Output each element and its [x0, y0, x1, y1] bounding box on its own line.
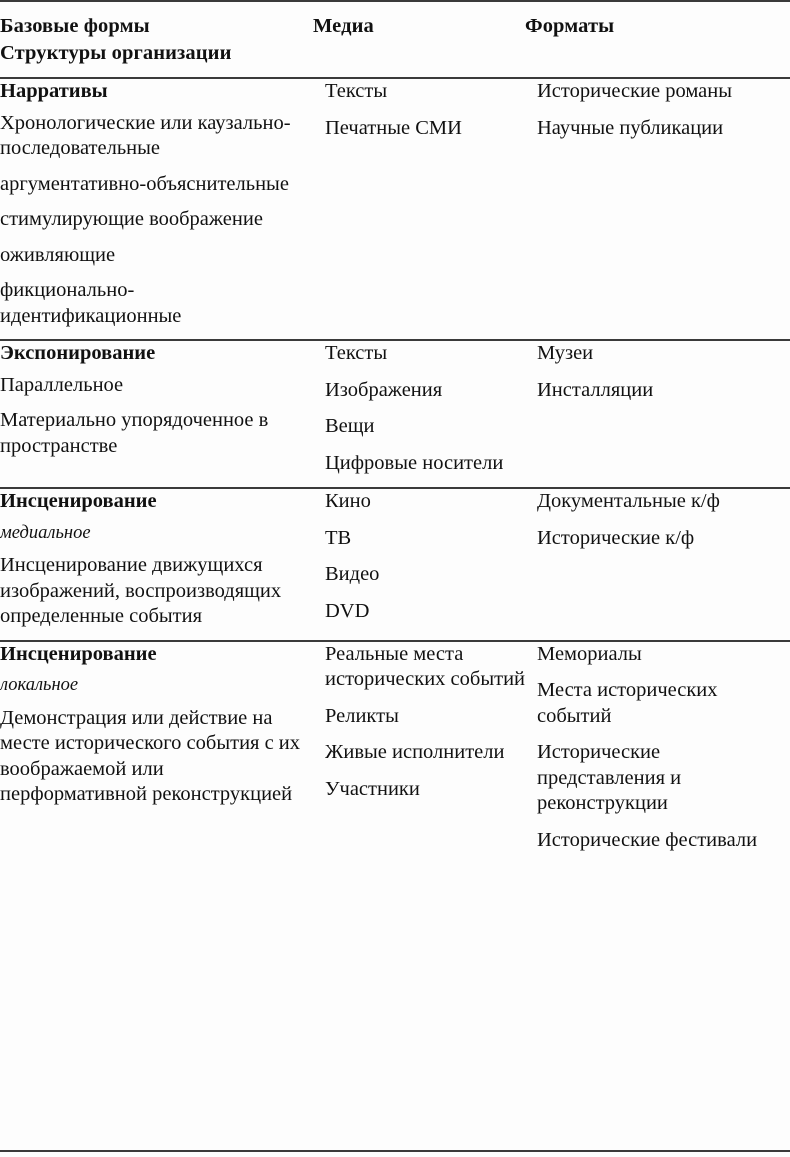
row-eksponirovanie-block-1: Материально упорядоченное в пространстве: [0, 409, 269, 457]
row-inscenirovanie-medialnoe-format-0: Документальные к/ф: [537, 490, 720, 512]
row-narrativy-format-0: Исторические романы: [537, 80, 733, 102]
row-narrativy-media-0: Тексты: [325, 80, 388, 102]
row-narrativy-block-4: фикционально-идентификационные: [0, 279, 182, 327]
row-narrativy-format-1: Научные публикации: [537, 116, 724, 139]
header-basic-forms-line1: Базовые формы: [0, 15, 150, 37]
row-inscenirovanie-medialnoe-media-3: DVD: [325, 599, 370, 622]
row-eksponirovanie-media-0: Тексты: [325, 342, 388, 364]
row-inscenirovanie-lokalnoe-format-2: Исторические представления и реконструкции: [537, 741, 682, 814]
row-inscenirovanie-lokalnoe-format-3: Исторические фестивали: [537, 828, 758, 851]
header-formats-label: Форматы: [525, 15, 615, 37]
row-narrativy-block-2: стимулирующие воображение: [0, 208, 263, 230]
row-inscenirovanie-medialnoe-subtitle: медиальное: [0, 522, 91, 543]
header-basic-forms-line2: Структуры организации: [0, 42, 232, 64]
row-inscenirovanie-lokalnoe-media-1: Реликты: [325, 704, 399, 727]
row-narrativy-media-1: Печатные СМИ: [325, 116, 462, 139]
row-inscenirovanie-medialnoe-media-0: Кино: [325, 490, 371, 512]
row-narrativy-forms-cell: [0, 79, 313, 339]
row-inscenirovanie-lokalnoe-formats-cell: [525, 642, 790, 865]
row-eksponirovanie-media-3: Цифровые носители: [325, 451, 504, 474]
row-inscenirovanie-lokalnoe-media-cell: [313, 642, 525, 865]
table-row: [0, 79, 790, 339]
header-cell-media: [313, 2, 525, 77]
row-eksponirovanie-formats-cell: [525, 341, 790, 487]
row-inscenirovanie-medialnoe-media-1: ТВ: [325, 526, 352, 549]
row-narrativy-media-cell: [313, 79, 525, 339]
row-inscenirovanie-lokalnoe-media-0: Реальные места исторических событий: [325, 642, 526, 690]
row-eksponirovanie-format-0: Музеи: [537, 342, 594, 364]
row-narrativy-title: Нарративы: [0, 80, 108, 102]
row-narrativy-block-3: оживляющие: [0, 243, 116, 266]
row-inscenirovanie-lokalnoe-title: Инсценирование: [0, 642, 157, 665]
table-row: [0, 341, 790, 487]
row-narrativy-block-1: аргументативно-объяснительные: [0, 172, 289, 195]
row-inscenirovanie-medialnoe-media-2: Видео: [325, 563, 380, 585]
header-media-label: Медиа: [313, 15, 374, 37]
row-inscenirovanie-lokalnoe-block-0: Демонстрация или действие на месте исторического события с их воображаемой или перформативной реконструкцией: [0, 706, 301, 805]
header-cell-formats: [525, 2, 790, 77]
table-row: [0, 489, 790, 640]
row-eksponirovanie-media-1: Изображения: [325, 378, 443, 401]
table-header-row: [0, 2, 790, 77]
row-eksponirovanie-block-0: Параллельное: [0, 373, 124, 396]
reference-table: [0, 2, 790, 864]
row-inscenirovanie-medialnoe-format-1: Исторические к/ф: [537, 526, 695, 549]
table-row: [0, 642, 790, 865]
row-inscenirovanie-lokalnoe-format-0: Мемориалы: [537, 642, 642, 665]
row-inscenirovanie-medialnoe-forms-cell: [0, 489, 313, 640]
row-inscenirovanie-medialnoe-media-cell: [313, 489, 525, 640]
header-cell-basic-forms: [0, 2, 313, 77]
row-eksponirovanie-media-2: Вещи: [325, 415, 375, 437]
row-inscenirovanie-medialnoe-formats-cell: [525, 489, 790, 640]
row-inscenirovanie-lokalnoe-subtitle: локальное: [0, 675, 79, 695]
row-eksponirovanie-media-cell: [313, 341, 525, 487]
row-inscenirovanie-lokalnoe-format-1: Места исторических событий: [537, 679, 718, 727]
row-inscenirovanie-lokalnoe-media-3: Участники: [325, 777, 420, 800]
row-eksponirovanie-format-1: Инсталляции: [537, 378, 654, 401]
row-inscenirovanie-medialnoe-title: Инсценирование: [0, 490, 157, 512]
row-narrativy-formats-cell: [525, 79, 790, 339]
row-inscenirovanie-lokalnoe-forms-cell: [0, 642, 313, 865]
row-eksponirovanie-forms-cell: [0, 341, 313, 487]
table-bottom-rule: [0, 1150, 790, 1152]
row-eksponirovanie-title: Экспонирование: [0, 342, 156, 364]
row-inscenirovanie-medialnoe-block-0: Инсценирование движущихся изображений, воспроизводящих определенные события: [0, 554, 282, 627]
row-inscenirovanie-lokalnoe-media-2: Живые исполнители: [325, 741, 505, 763]
row-narrativy-block-0: Хронологические или каузально-последовательные: [0, 111, 291, 159]
